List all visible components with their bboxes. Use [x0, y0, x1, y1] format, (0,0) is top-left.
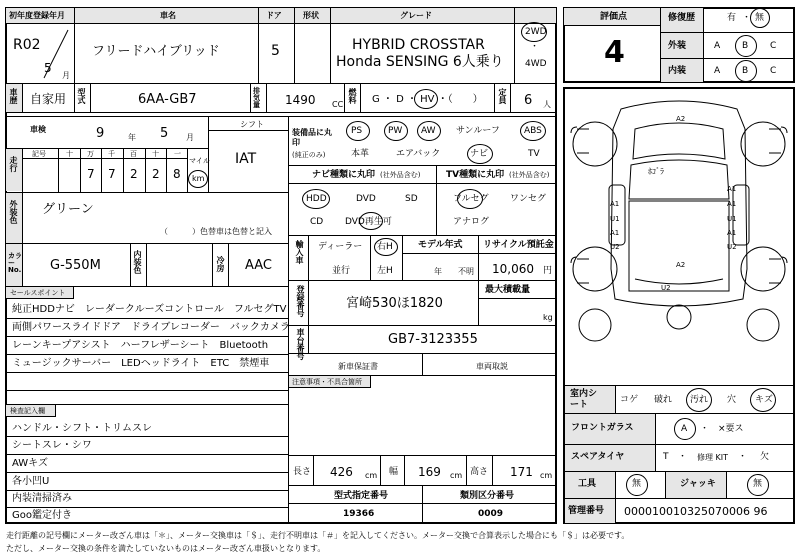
recycle-unit: 円 — [543, 266, 553, 276]
mileage-digit-3: 2 — [152, 167, 160, 181]
mileage-digit-2: 2 — [130, 167, 138, 181]
repair-yes: 有 — [727, 13, 737, 23]
shape-label: 形状 — [303, 11, 319, 20]
diagram-mark-11: U2 — [727, 243, 737, 251]
fuel-options: G ・ D ・ HV ・（ ） — [372, 94, 483, 105]
inspector-line-2: AWキズ — [12, 458, 48, 469]
type-no-label: 型式指定番号 — [334, 491, 389, 501]
usage-value: 自家用 — [30, 92, 67, 106]
displacement-value: 1490 — [285, 93, 316, 107]
shift-value: IAT — [235, 151, 257, 167]
length-value: 426 — [330, 465, 353, 479]
grade-label: グレード — [400, 11, 432, 20]
nav-type-sub: (社外品含む) — [380, 171, 421, 179]
diagram-mark-9: U2 — [610, 243, 620, 251]
glass-dot: ・ — [700, 424, 710, 434]
length-label: 長さ — [293, 467, 312, 477]
notes-label: 注意事項・不具合箇所 — [292, 378, 362, 386]
mileage-label: 走行 — [9, 156, 18, 172]
mileage-sub-2: 万 — [87, 150, 94, 158]
mileage-sub-1: 十 — [66, 150, 73, 158]
repair-dot: ・ — [742, 13, 752, 23]
usage-label: 車歴 — [9, 88, 18, 104]
displacement-label: 排気量 — [253, 87, 260, 109]
height-unit: cm — [540, 471, 553, 480]
mileage-sub-3: 千 — [108, 150, 115, 158]
repair-no: 無 — [755, 13, 765, 23]
diagram-mark-4: U1 — [727, 215, 737, 223]
mileage-digit-1: 7 — [108, 167, 116, 181]
type-no-value: 19366 — [343, 509, 375, 519]
capacity-unit: 人 — [543, 100, 551, 109]
spare-dot2: ・ — [738, 452, 748, 462]
nav-type-label: ナビ種類に丸印 — [312, 170, 376, 180]
capacity-value: 6 — [524, 93, 533, 108]
interior-label: 内装 — [668, 66, 687, 76]
handle-right: 右H — [377, 242, 393, 252]
management-label: 管理番号 — [568, 506, 605, 516]
equip-abs: ABS — [524, 126, 542, 136]
capacity-label: 定員 — [498, 88, 507, 104]
import-dealer: ディーラー — [318, 242, 363, 252]
mileage-sub-4: 百 — [130, 150, 137, 158]
sales-point-line-1: 両側パワースライドドア ドライブレコーダー バックカメラ — [12, 322, 290, 333]
class-no-value: 0009 — [478, 509, 504, 519]
inspection-year: 9 — [96, 126, 105, 141]
fuel-label: 燃料 — [348, 88, 357, 104]
diagram-mark-1: A1 — [610, 200, 620, 208]
drive-dot: ・ — [530, 42, 540, 52]
height-label: 高さ — [470, 467, 489, 477]
car-diagram — [565, 89, 793, 379]
aircon-label: 冷房 — [216, 256, 225, 272]
import-parallel: 並行 — [332, 266, 351, 276]
doors-value: 5 — [271, 43, 280, 59]
inspector-line-1: シートスレ・シワ — [12, 440, 92, 451]
tools-label: 工具 — [578, 479, 597, 489]
registration-value: 宮崎530ほ1820 — [346, 296, 443, 311]
fuel-hv-circle — [414, 89, 438, 109]
sales-point-line-0: 純正HDDナビ レーダークルーズコントロール フルセグTV — [12, 304, 287, 315]
grade-line2: Honda SENSING 6人乗り — [336, 54, 504, 70]
class-no-label: 類別区分番号 — [460, 491, 515, 501]
equipment-sub: (純正のみ) — [292, 151, 326, 159]
spare-t: T — [663, 452, 669, 462]
width-value: 169 — [418, 465, 441, 479]
grade-line1: HYBRID CROSSTAR — [352, 37, 485, 53]
spare-missing: 欠 — [760, 452, 770, 462]
footer-line1: 走行距離の記号欄にメーター改ざん車は「＊」、メーター交換車は「＄」、走行不明車は「＃」を記入してください。メーター交換で合算表示した場合にも「＄」は必要です。 — [6, 531, 630, 540]
registration-month-unit: 月 — [62, 71, 70, 80]
mileage-sub-6: 一 — [174, 150, 181, 158]
recycle-label: リサイクル預託金 — [483, 240, 554, 250]
inspection-month-unit: 月 — [186, 133, 194, 142]
color-label: 外装色 — [9, 200, 18, 224]
inspector-line-0: ハンドル・シフト・トリムスレ — [12, 423, 152, 434]
mileage-unit-km: km — [192, 174, 205, 183]
model-year-label: モデル年式 — [418, 240, 463, 250]
spare-dot1: ・ — [678, 452, 688, 462]
interior-grade-b: B — [742, 66, 749, 76]
diagram-mark-0: A2 — [676, 115, 686, 123]
model-label: 型式 — [77, 88, 86, 104]
glass-label: フロントガラス — [571, 423, 634, 433]
registration-label: 登録番号 — [296, 285, 305, 317]
seat-hole: 穴 — [727, 395, 737, 405]
sales-point-line-2: レーンキープアシスト ハーフレザーシート Bluetooth — [12, 340, 269, 351]
mileage-digit-4: 8 — [173, 167, 181, 181]
sales-point-line-3: ミュージックサーバー LEDヘッドライト ETC 禁煙車 — [12, 358, 270, 369]
interior-grade-a: A — [714, 66, 721, 76]
tv-type-sub: (社外品含む) — [509, 171, 550, 179]
score-label: 評価点 — [600, 12, 628, 22]
aircon-value: AAC — [245, 258, 272, 273]
width-label: 幅 — [389, 467, 399, 477]
exterior-grade-c: C — [770, 41, 777, 51]
tv-oneseg: ワンセグ — [510, 194, 547, 204]
chassis-value: GB7-3123355 — [388, 332, 478, 347]
manual-label: 車両取説 — [476, 362, 508, 371]
displacement-unit: CC — [332, 100, 344, 109]
mileage-digit-0: 7 — [87, 167, 95, 181]
equipment-label: 装備品に丸印 — [292, 128, 332, 148]
glass-replace: ×要ス — [718, 424, 744, 434]
first-registration-label: 初年度登録年月 — [9, 11, 65, 20]
diagram-mark-12: ﾎｺﾞﾗ — [648, 167, 664, 176]
warranty-label: 新車保証書 — [338, 362, 378, 371]
tools-value: 無 — [632, 479, 642, 489]
color-note: （ ）色替車は色替と記入 — [160, 227, 272, 236]
registration-era: R02 — [13, 37, 41, 53]
model-year-unit: 年 — [434, 267, 442, 276]
spare-kit: 修理 KIT — [697, 453, 729, 462]
interior-color-label: 内装色 — [133, 250, 142, 274]
jack-label: ジャッキ — [680, 479, 716, 489]
equip-navi: ナビ — [470, 149, 489, 159]
drive-4wd: 4WD — [525, 59, 547, 69]
tv-analog: アナログ — [453, 217, 490, 227]
model-year-unknown: 不明 — [458, 267, 474, 276]
model-value: 6AA-GB7 — [138, 92, 197, 107]
nav-dvd-play: DVD再生可 — [345, 217, 392, 227]
max-load-label: 最大積載量 — [485, 285, 531, 295]
interior-grade-c: C — [770, 66, 777, 76]
diagram-mark-3: U1 — [610, 215, 620, 223]
exterior-grade-a: A — [714, 41, 721, 51]
equip-sunroof: サンルーフ — [456, 126, 500, 136]
equip-leather: 本革 — [351, 149, 370, 159]
equip-aw: AW — [421, 126, 436, 136]
car-name-label: 車名 — [160, 11, 176, 20]
nav-hdd: HDD — [306, 194, 327, 204]
diagram-mark-7: U2 — [661, 284, 671, 292]
car-name: フリードハイブリッド — [92, 44, 220, 59]
glass-a: A — [681, 424, 688, 434]
door-label: ドア — [266, 11, 282, 20]
width-unit: cm — [450, 471, 463, 480]
shift-label: シフト — [240, 120, 264, 129]
seat-scratch: キズ — [755, 395, 773, 405]
recycle-value: 10,060 — [492, 262, 534, 276]
footer-line2: ただし、メーター交換の条件を満たしていないものはメーター改ざん車扱いとなります。 — [6, 544, 326, 553]
length-unit: cm — [365, 471, 378, 480]
color-no-label: カラーNo. — [8, 252, 22, 274]
inspector-line-5: Goo鑑定付き — [12, 510, 72, 521]
spare-label: スペアタイヤ — [571, 452, 625, 462]
mileage-sub-5: 十 — [152, 150, 159, 158]
sales-points-label: セールスポイント — [10, 289, 66, 297]
management-value: 000010010325070006 96 — [624, 505, 768, 518]
equip-tv: TV — [528, 149, 540, 159]
inspector-line-4: 内装清掃済み — [12, 493, 72, 504]
diagram-mark-6: A2 — [676, 261, 686, 269]
inspection-label: 車検 — [30, 125, 46, 134]
inspector-line-3: 各小凹U — [12, 476, 50, 487]
interior-seat-label: 室内シート — [570, 389, 598, 410]
color-value: グリーン — [42, 202, 94, 217]
tv-type-label: TV種類に丸印 — [446, 170, 505, 180]
registration-month: 5 — [44, 61, 52, 75]
tv-fullseg: フルセグ — [453, 194, 489, 204]
nav-cd: CD — [310, 217, 324, 227]
inspection-month: 5 — [160, 126, 169, 141]
chassis-label: 車台番号 — [296, 328, 305, 360]
color-no-value: G-550M — [50, 258, 101, 273]
diagram-mark-8: A1 — [727, 229, 737, 237]
import-label: 輸入車 — [295, 240, 304, 264]
mileage-unit-mile: マイル — [189, 157, 210, 165]
seat-tear: 破れ — [654, 395, 673, 405]
diagram-mark-10: A1 — [727, 185, 737, 193]
nav-sd: SD — [405, 194, 418, 204]
diagram-mark-2: A1 — [610, 229, 620, 237]
equip-pw: PW — [388, 126, 403, 136]
equip-ps: PS — [351, 126, 363, 136]
drive-2wd: 2WD — [525, 27, 547, 37]
exterior-label: 外装 — [668, 41, 687, 51]
equip-airbag: エアバック — [396, 149, 441, 159]
mileage-sub-0: 記号 — [32, 150, 46, 158]
inspection-year-unit: 年 — [128, 133, 136, 142]
height-value: 171 — [510, 465, 533, 479]
max-load-unit: kg — [543, 313, 553, 322]
seat-dirt: 汚れ — [690, 395, 709, 405]
diagram-mark-5: A1 — [727, 200, 737, 208]
handle-left: 左H — [377, 266, 393, 276]
nav-dvd: DVD — [356, 194, 376, 204]
exterior-grade-b: B — [742, 41, 749, 51]
inspector-label: 検査記入欄 — [10, 407, 45, 415]
seat-burn: コゲ — [620, 395, 639, 405]
score-value: 4 — [604, 35, 625, 70]
repair-label: 修復歴 — [668, 13, 696, 23]
jack-value: 無 — [753, 479, 763, 489]
